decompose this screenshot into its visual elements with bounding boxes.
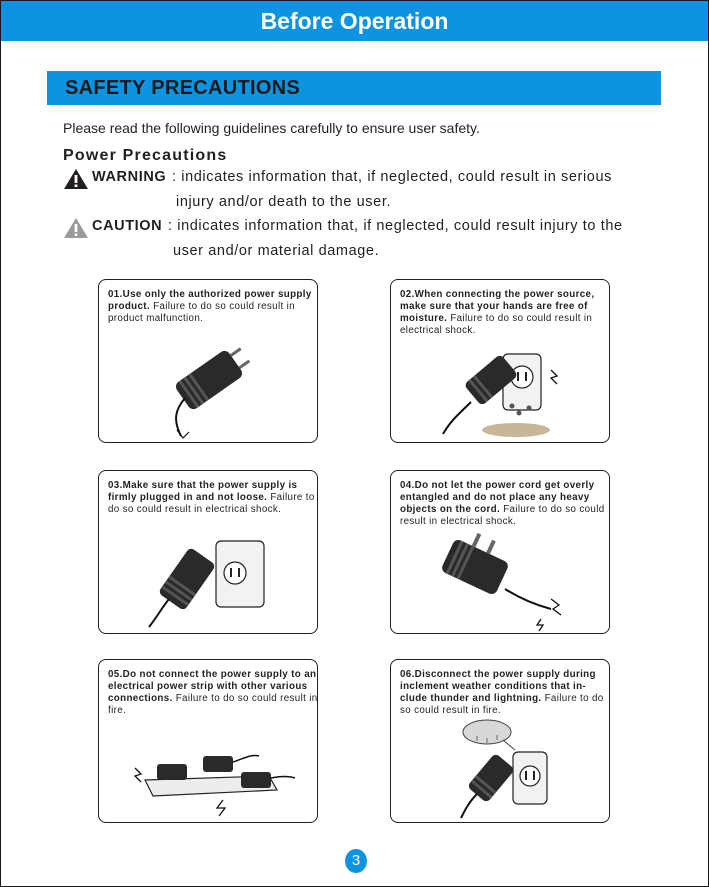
- section-title: SAFETY PRECAUTIONS: [47, 71, 661, 105]
- intro-text: Please read the following guidelines carefully to ensure user safety.: [63, 120, 480, 136]
- card-05-normal: Failure to do so could result in fire.: [108, 693, 318, 716]
- power-precautions-heading: Power Precautions: [63, 147, 228, 164]
- precaution-card-02: [390, 279, 610, 443]
- caution-text: : indicates information that, if neglected, could result injury to the: [168, 218, 623, 234]
- card-01-bold: 01.Use only the authorized power supply product.: [108, 289, 312, 312]
- warning-text: : indicates information that, if neglected, could result in serious: [172, 169, 612, 185]
- card-04-normal: Failure to do so could result in electrical shock.: [400, 504, 605, 527]
- warning-icon: [63, 168, 89, 190]
- precaution-card-03: [98, 470, 318, 634]
- card-06-normal: Failure to do so could result in fire.: [400, 693, 604, 716]
- card-03-bold: 03.Make sure that the power supply is firmly plugged in and not loose.: [108, 480, 298, 503]
- card-02-normal: Failure to do so could result in electrical shock.: [400, 313, 593, 336]
- warning-text-continued: injury and/or death to the user.: [176, 194, 392, 210]
- page-number: 3: [345, 849, 367, 873]
- caution-text-continued: user and/or material damage.: [173, 243, 380, 259]
- page-header: Before Operation: [1, 1, 708, 41]
- warning-keyword: WARNING: [92, 169, 167, 185]
- precaution-card-05: [98, 659, 318, 823]
- caution-keyword: CAUTION: [92, 218, 163, 234]
- plugged-adapter-icon: [99, 471, 319, 635]
- caution-icon: [63, 217, 89, 239]
- card-01-normal: Failure to do so could result in product malfunction.: [108, 301, 295, 324]
- card-03-normal: Failure to do so could result in electrical shock.: [108, 492, 315, 515]
- card-02-bold: 02.When connecting the power source, make sure that your hands are free of moisture.: [400, 289, 595, 324]
- card-06-bold: 06.Disconnect the power supply during inclement weather conditions that in-clude thunder and lightning.: [400, 669, 596, 704]
- card-04-bold: 04.Do not let the power cord get overly entangled and do not place any heavy objects on the cord.: [400, 480, 595, 515]
- precaution-card-01: [98, 279, 318, 443]
- precaution-card-06: [390, 659, 610, 823]
- precaution-card-04: [390, 470, 610, 634]
- card-05-bold: 05.Do not connect the power supply to an electrical power strip with other various connections.: [108, 669, 317, 704]
- power-strip-icon: [99, 660, 319, 824]
- power-adapter-icon: [99, 280, 319, 444]
- damaged-cord-icon: [391, 471, 611, 635]
- wet-hands-outlet-icon: [391, 280, 611, 444]
- storm-unplug-icon: [391, 660, 611, 824]
